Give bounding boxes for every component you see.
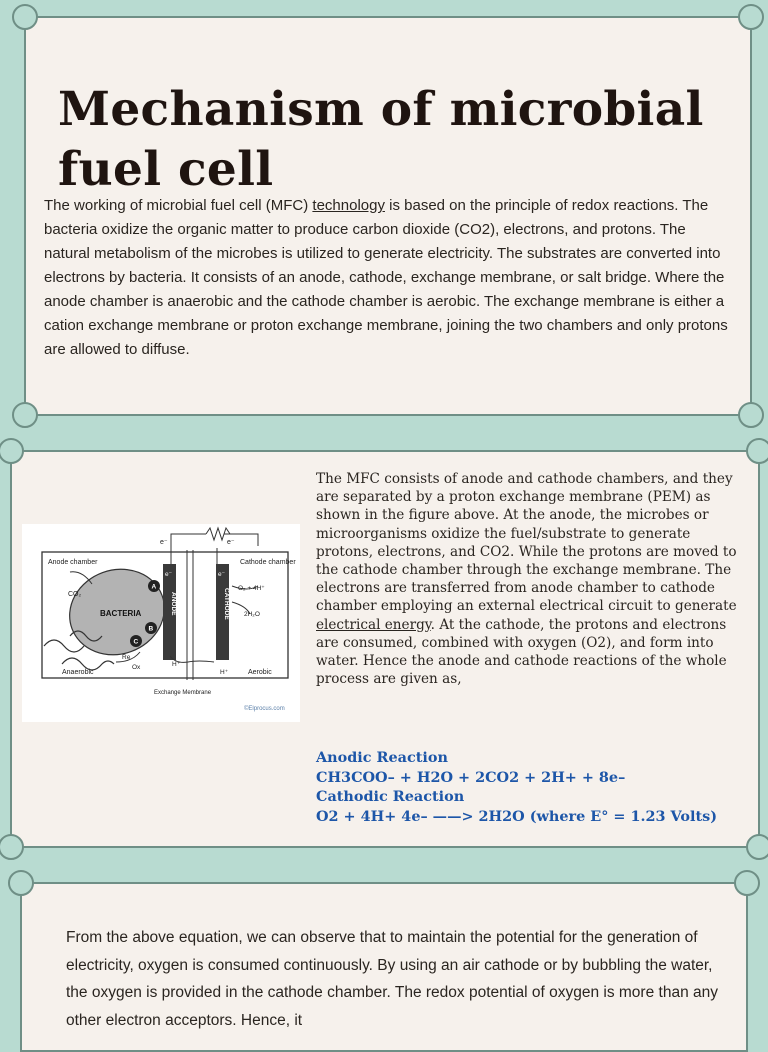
anodic-heading: Anodic Reaction	[316, 749, 448, 766]
intro-paragraph	[44, 194, 734, 362]
marker-c: C	[133, 638, 139, 646]
corner-notch	[734, 870, 760, 896]
anaerobic-label: Anaerobic	[62, 669, 94, 676]
electron-label: e⁻	[165, 571, 173, 578]
corner-notch	[8, 870, 34, 896]
marker-a: A	[151, 583, 157, 591]
anode-chamber-label: Anode chamber	[48, 559, 98, 566]
electron-label: e⁻	[227, 539, 235, 546]
corner-notch	[12, 402, 38, 428]
corner-notch	[738, 4, 764, 30]
o2-label: O₂ + 4H⁺	[238, 585, 265, 592]
oxidized-label: Ox	[132, 664, 141, 671]
conclusion-card	[20, 882, 748, 1052]
cathode-label: CATHODE	[223, 588, 230, 620]
mechanism-paragraph	[316, 470, 750, 688]
corner-notch	[746, 438, 768, 464]
corner-notch	[746, 834, 768, 860]
corner-notch	[0, 438, 24, 464]
cathodic-heading: Cathodic Reaction	[316, 788, 465, 805]
anodic-equation: CH3COO– + H2O + 2CO2 + 2H+ + 8e–	[316, 768, 626, 786]
anode-label: ANODE	[170, 592, 177, 616]
technology-link[interactable]: technology	[312, 197, 385, 214]
mechanism-text-start: The MFC consists of anode and cathode chambers, and they are separated by a proton exchange membrane (PEM) as shown in the figure above. At the anode, the microbes or microorganisms oxidize the fuel/substrate to generate protons, electrons, and CO2. While the protons are moved to the cathode chamber through the exchange membrane. The electrons are transferred from anode chamber to cathode chamber employing an external electrical circuit to generate	[316, 471, 737, 615]
reduced-label: Re	[122, 654, 131, 661]
intro-text-start: The working of microbial fuel cell (MFC)	[44, 197, 313, 214]
reactions-block	[316, 748, 756, 826]
intro-card	[24, 16, 752, 416]
proton-label: H⁺	[172, 661, 181, 668]
bacteria-label: BACTERIA	[100, 609, 142, 618]
corner-notch	[738, 402, 764, 428]
electrical-energy-link[interactable]: electrical energy	[316, 616, 431, 633]
credit-label: ©Elprocus.com	[244, 706, 285, 712]
corner-notch	[12, 4, 38, 30]
intro-text-rest: is based on the principle of redox reactions. The bacteria oxidize the organic matter to produce carbon dioxide (CO2), electrons, and protons. The natural metabolism of the microbes is utilized to generate electricity. The substrates are converted into electrons by bacteria. It consists of an anode, cathode, exchange membrane, or salt bridge. Where the anode chamber is anaerobic and the cathode chamber is aerobic. The exchange membrane is either a cation exchange membrane or proton exchange membrane, joining the two chambers and only protons are allowed to diffuse.	[44, 197, 728, 358]
cathode-chamber-label: Cathode chamber	[240, 559, 296, 566]
exchange-membrane-label: Exchange Membrane	[154, 690, 212, 696]
proton-label: H⁺	[220, 669, 229, 676]
mechanism-card	[10, 450, 760, 848]
cathodic-equation: O2 + 4H+ 4e– ——> 2H2O (where E° = 1.23 Volts)	[316, 807, 718, 825]
water-label: 2H₂O	[244, 611, 260, 618]
corner-notch	[0, 834, 24, 860]
mfc-diagram-svg	[22, 524, 300, 722]
co2-label: CO₂	[68, 591, 82, 598]
mechanism-text-rest: . At the cathode, the protons and electrons are consumed, combined with oxygen (O2), and form into water. Hence the anode and cathode reactions of the whole process are given as,	[316, 616, 727, 688]
mfc-diagram	[22, 524, 300, 722]
conclusion-paragraph: From the above equation, we can observe that to maintain the potential for the generation of electricity, oxygen is consumed continuously. By using an air cathode or by bubbling the water, the oxygen is provided in the cathode chamber. The redox potential of oxygen is more than any other electron acceptors. Hence, it	[66, 929, 718, 1029]
circuit-wire	[171, 534, 206, 564]
aerobic-label: Aerobic	[248, 669, 272, 676]
page-title: Mechanism of microbial fuel cell	[58, 82, 704, 197]
electron-label: e⁻	[218, 571, 226, 578]
marker-b: B	[148, 625, 154, 633]
electron-label: e⁻	[160, 539, 168, 546]
